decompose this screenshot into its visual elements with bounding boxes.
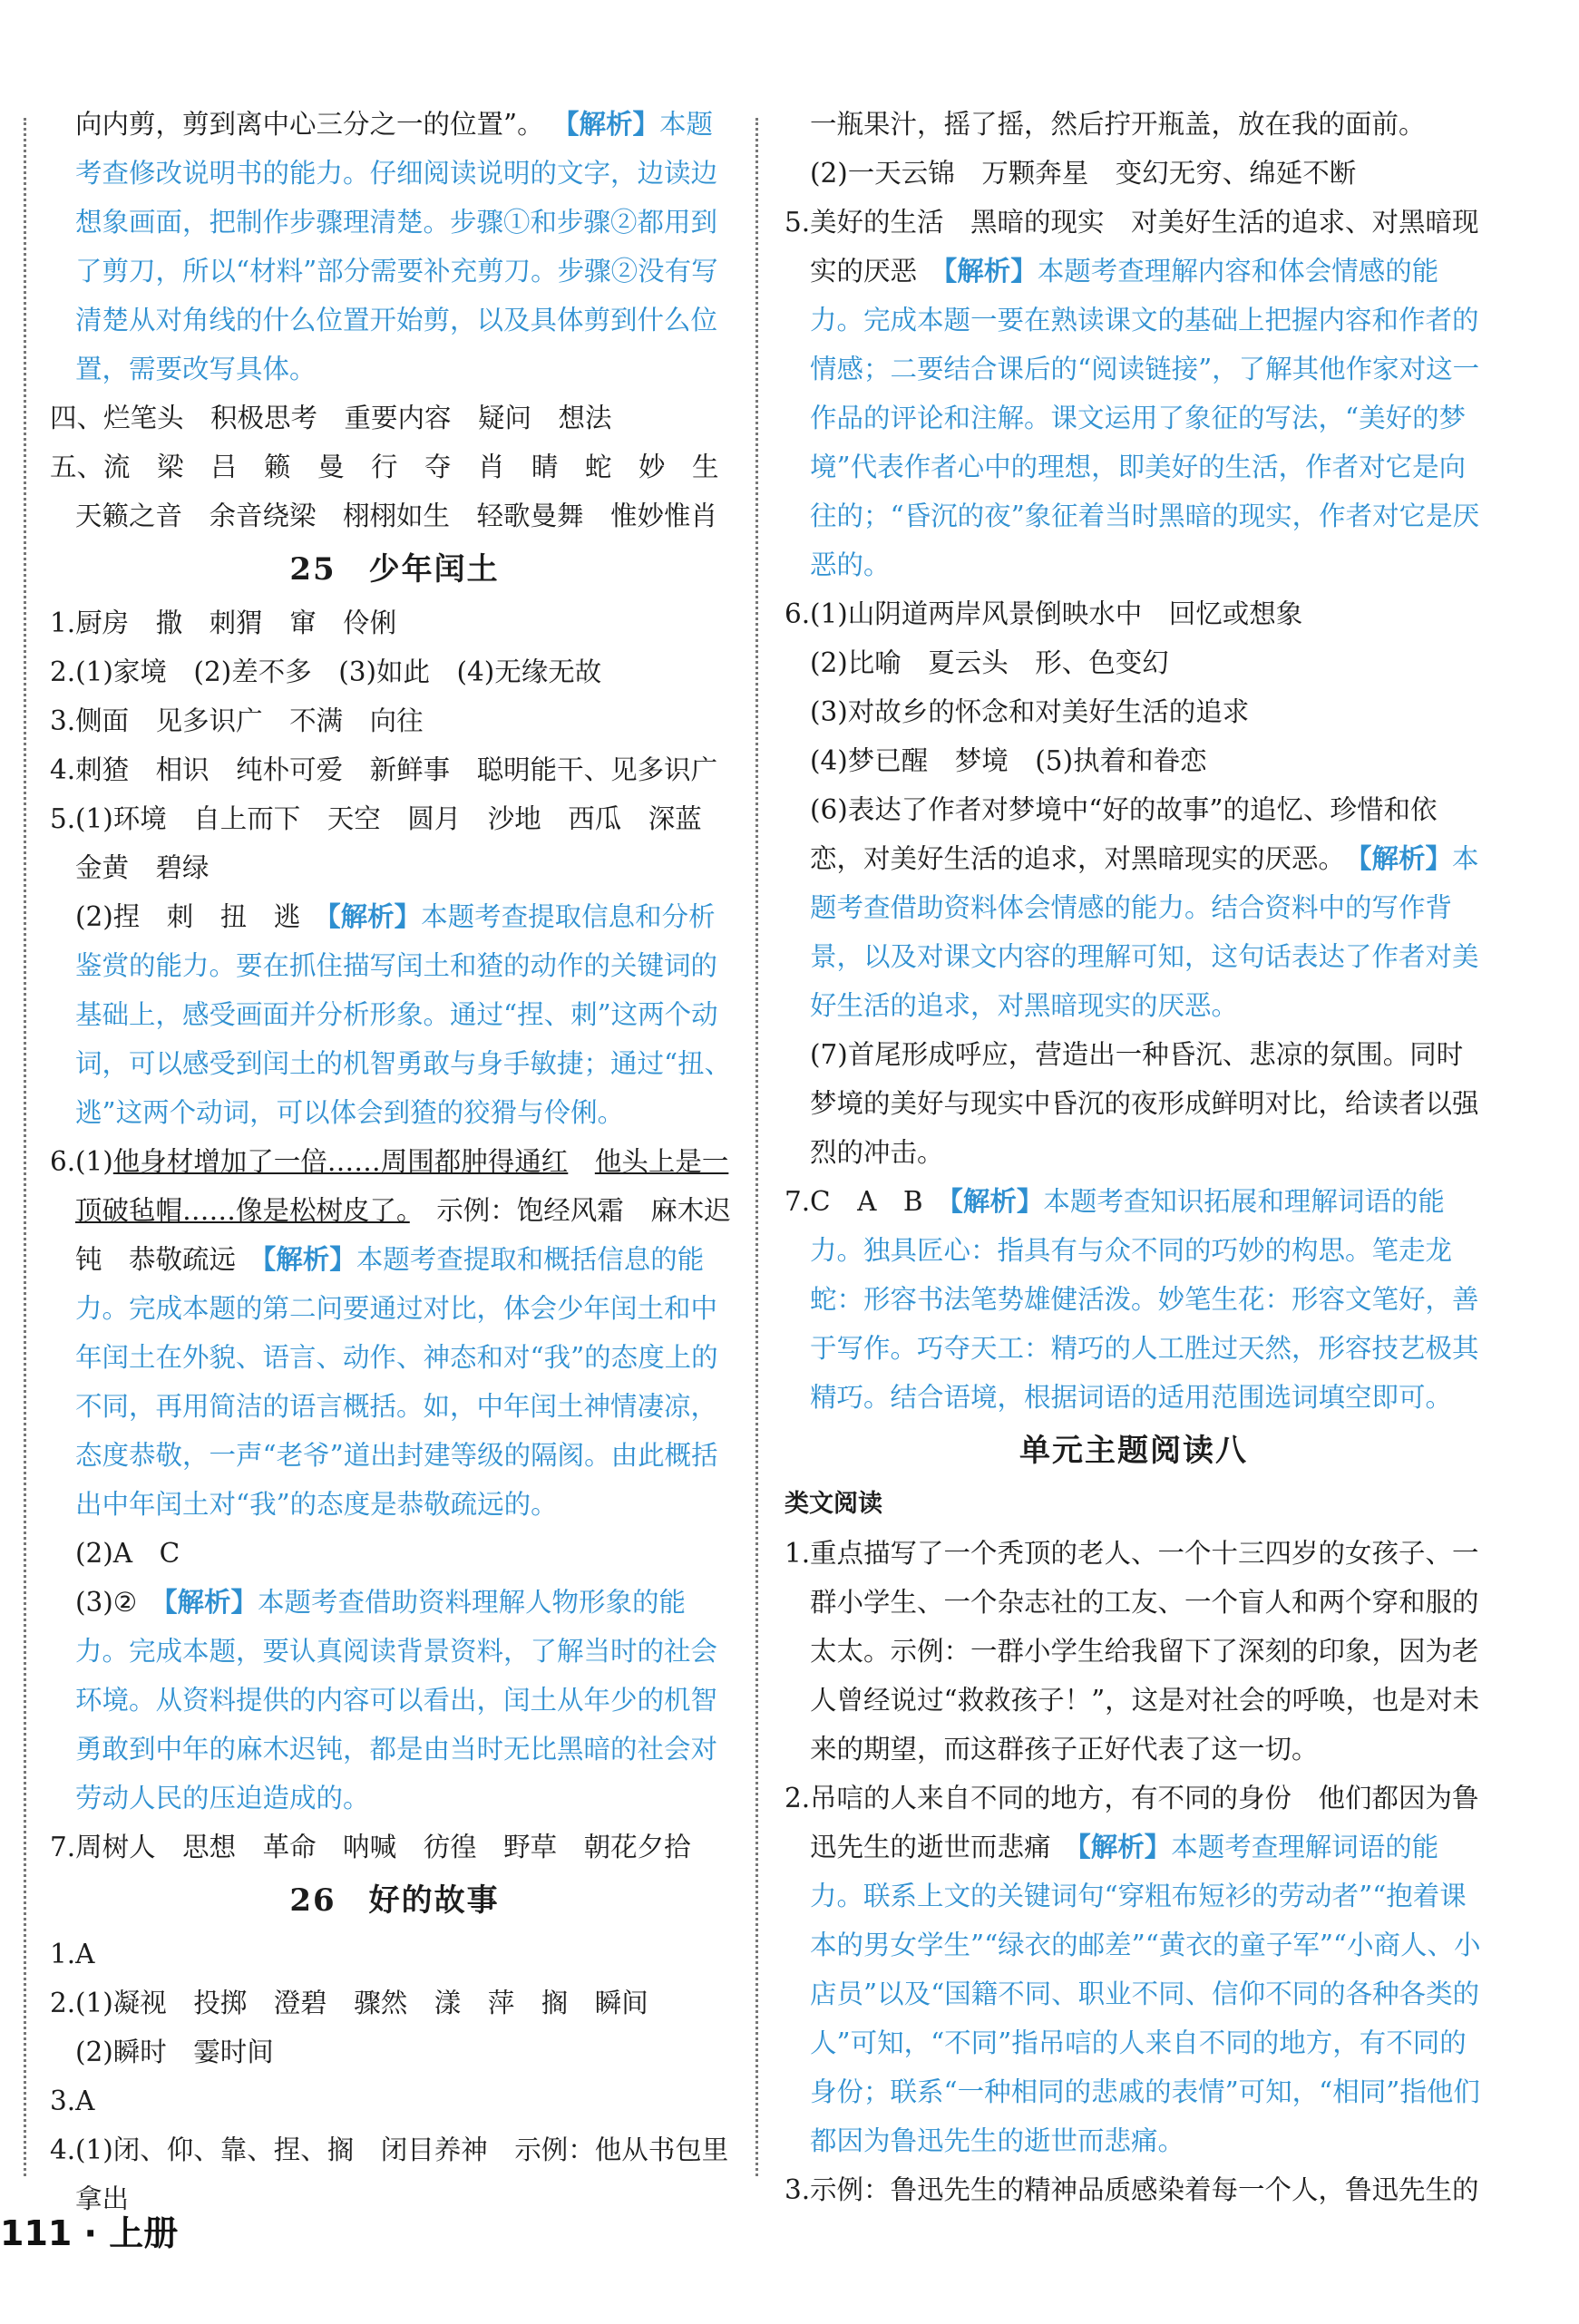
reading-answer-3 [785,2165,1483,2214]
answer-text: (1)闭、仰、靠、捏、搁 闭目养神 示例：他从书包里拿出 [75,2134,729,2214]
analysis-text: 本题考查理解词语的能力。联系上文的关键词句“穿粗布短衫的劳动者”“抱着课本的男女学生”“绿衣的邮差”“黄衣的童子军”“小商人、小店员”以及“国籍不同、职业不同、信仰不同的各种各类的人”可知，“不同”指吊唁的人来自不同的地方，有不同的身份；联系“一种相同的悲戚的表情”可知，“相同”指他们都因为鲁迅先生的逝世而悲痛。 [810,1832,1481,2156]
answer-7 [785,1177,1483,1422]
question-number: 5. [785,207,811,238]
answer-2-2: (2)瞬时 霎时间 [75,2037,274,2067]
reading-answer-2 [785,1774,1483,2165]
answer-2 [50,1979,739,2027]
analysis-tag: 【解析】 [163,1586,258,1618]
answer-text: 重点描写了一个秃顶的老人、一个十三四岁的女孩子、一群小学生、一个杂志社的工友、一个盲人和两个穿和服的太太。示例：一群小学生给我留下了深刻的印象，因为老人曾经说过“救救孩子！”，这是对社会的呼唤，也是对未来的期望，而这群孩子正好代表了这一切。 [810,1538,1480,1765]
analysis-text: 本题考查提取信息和分析鉴赏的能力。要在抓住描写闰土和猹的动作的关键词的基础上，感受画面并分析形象。通过“捏、刺”这两个动词，可以感受到闰土的机智勇敢与身手敏捷；通过“扭、逃”这两个动词，可以体会到猹的狡猾与伶俐。 [75,901,732,1128]
analysis-text: 本题考查借助资料体会情感的能力。结合资料中的写作背景，以及对课文内容的理解可知，这句话表达了作者对美好生活的追求，对黑暗现实的厌恶。 [810,843,1479,1021]
answer-2: 2.(1)家境 (2)差不多 (3)如此 (4)无缘无故 [50,656,602,687]
answer-text: 示例：鲁迅先生的精神品质感染着每一个人，鲁迅先生的 [810,2174,1479,2205]
question-number: 6. [50,1146,76,1177]
answer-4-2: (2)一天云锦 万颗奔星 变幻无穷、绵延不断 [810,158,1357,189]
center-dotted-divider [755,118,758,2176]
analysis-tag: 【解析】 [943,255,1038,287]
analysis-tag: 【解析】 [1358,842,1453,874]
answer-5-2 [50,892,739,1137]
section-heading-26: 26 好的故事 [289,1882,500,1919]
answer-five-idioms: 天籁之音 余音绕梁 栩栩如生 轻歌曼舞 惟妙惟肖 [75,501,718,531]
underlined-quote: 他身材增加了一倍……周围都肿得通红 [112,1146,569,1177]
answer-6-4: (4)梦已醒 梦境 (5)执着和眷恋 [810,745,1207,776]
analysis-text: 本题考查借助资料理解人物形象的能力。完成本题，要认真阅读背景资料，了解当时的社会环境。从资料提供的内容可以看出，闰土从年少的机智勇敢到中年的麻木迟钝，都是由当时无比黑暗的社会对劳动人民的压迫造成的。 [75,1587,718,1813]
analysis-text: 本题考查知识拓展和理解词语的能力。独具匠心：指具有与众不同的巧妙的构思。笔走龙蛇：形容书法笔势雄健活泼。妙笔生花：形容文笔好，善于写作。巧夺天工：精巧的人工胜过天然，形容技艺极其精巧。结合语境，根据词语的适用范围选词填空即可。 [810,1186,1479,1413]
analysis-text: 本题考查提取和概括信息的能力。完成本题的第二问要通过对比，体会少年闰土和中年闰土在外貌、语言、动作、神态和对“我”的态度上的不同，再用简洁的语言概括。如，中年闰土神情凄凉，态度恭敬，一声“老爷”道出封建等级的隔阂。由此概括出中年闰土对“我”的态度是恭敬疏远的。 [75,1244,718,1520]
unit-reading-heading: 单元主题阅读八 [1019,1433,1248,1469]
left-dotted-margin [24,118,26,2176]
analysis-tag: 【解析】 [950,1185,1044,1217]
answer-1: 1.厨房 撒 刺猬 窜 伶俐 [50,608,397,638]
question-number: 2. [50,1988,76,2018]
answer-6-2: (2)A C [75,1538,180,1569]
answer-text: (1)环境 自上而下 天空 圆月 沙地 西瓜 深蓝 金黄 碧绿 [75,803,729,883]
answer-3: 3.A [50,2086,95,2116]
question-number: 3. [785,2174,811,2205]
question-number: 5. [50,803,76,834]
answer-text: (1)山阴道两岸风景倒映水中 回忆或想象 [810,598,1303,629]
question-number: 7. [785,1186,811,1217]
reading-answer-1 [785,1529,1483,1774]
answer-6-3 [50,1578,739,1823]
left-column [50,100,739,2223]
answer-text: (2)捏 刺 扭 逃 [75,901,301,932]
answer-text: 示例：饱经风霜 麻木迟钝 恭敬疏远 [75,1195,731,1275]
question-number: 2. [785,1783,811,1813]
answer-4: 4.刺猹 相识 纯朴可爱 新鲜事 聪明能干、见多识广 [50,754,718,785]
question-number: 1. [785,1538,811,1569]
subheading: 类文阅读 [785,1490,882,1518]
underlined-quote: 他头上是一顶破毡帽……像是松树皮了。 [75,1146,729,1226]
answer-7: 7.周树人 思想 革命 呐喊 彷徨 野草 朝花夕拾 [50,1832,691,1862]
question-number: 4. [50,2134,76,2165]
answer-text: 吊唁的人来自不同的地方，有不同的身份 他们都因为鲁迅先生的逝世而悲痛 [810,1783,1479,1862]
question-number: 6. [785,598,811,629]
analysis-text: 本题考查修改说明书的能力。仔细阅读说明的文字，边读边想象画面，把制作步骤理清楚。步骤①和步骤②都用到了剪刀，所以“材料”部分需要补充剪刀。步骤②没有写清楚从对角线的什么位置开始剪，以及具体剪到什么位置，需要改写具体。 [75,109,718,384]
answer-text: 向内剪，剪到离中心三分之一的位置”。 [75,109,544,140]
analysis-tag: 【解析】 [1077,1831,1172,1862]
answer-text: C A B [810,1186,923,1217]
analysis-tag: 【解析】 [262,1243,356,1275]
answer-text: 美好的生活 黑暗的现实 对美好生活的追求、对黑暗现实的厌恶 [810,207,1479,287]
answer-five-chars: 五、流 梁 吕 籁 曼 行 夺 肖 睛 蛇 妙 生 [50,452,719,482]
answer-text: (1) [75,1146,113,1177]
answer-6 [785,589,1483,638]
answer-6-3: (3)对故乡的怀念和对美好生活的追求 [810,696,1250,727]
answer-1: 1.A [50,1939,95,1969]
analysis-tag: 【解析】 [551,108,659,140]
answer-6-2: (2)比喻 夏云头 形、色变幻 [810,647,1169,678]
answer-four: 四、烂笔头 积极思考 重要内容 疑问 想法 [50,403,612,433]
section-heading-25: 25 少年闰土 [289,551,500,588]
answer-text: (3)② [75,1587,138,1618]
answer-text: (6)表达了作者对梦境中“好的故事”的追忆、珍惜和依恋，对美好生活的追求，对黑暗现实的厌恶。 [810,794,1438,874]
answer-6-7: (7)首尾形成呼应，营造出一种昏沉、悲凉的氛围。同时梦境的美好与现实中昏沉的夜形成鲜明对比，给读者以强烈的冲击。 [810,1039,1479,1168]
answer-5 [785,198,1483,589]
page-number: 111 · 上册 [0,2213,179,2253]
answer-6 [50,1137,739,1529]
answer-4-continued: 一瓶果汁，摇了摇，然后拧开瓶盖，放在我的面前。 [810,109,1426,140]
analysis-text: 本题考查理解内容和体会情感的能力。完成本题一要在熟读课文的基础上把握内容和作者的情感；二要结合课后的“阅读链接”，了解其他作家对这一作品的评论和注解。课文运用了象征的写法，“美好的梦境”代表作者心中的理想，即美好的生活，作者对它是向往的；“昏沉的夜”象征着当时黑暗的现实，作者对它是厌恶的。 [810,256,1480,580]
answer-3: 3.侧面 见多识广 不满 向往 [50,705,424,736]
right-column [785,100,1483,2214]
analysis-tag: 【解析】 [327,900,422,932]
answer-5 [50,794,739,892]
answer-text: (1)凝视 投掷 澄碧 骤然 漾 萍 搁 瞬间 [75,1988,648,2018]
answer-6-6 [785,785,1483,1030]
answer-block [50,100,739,394]
